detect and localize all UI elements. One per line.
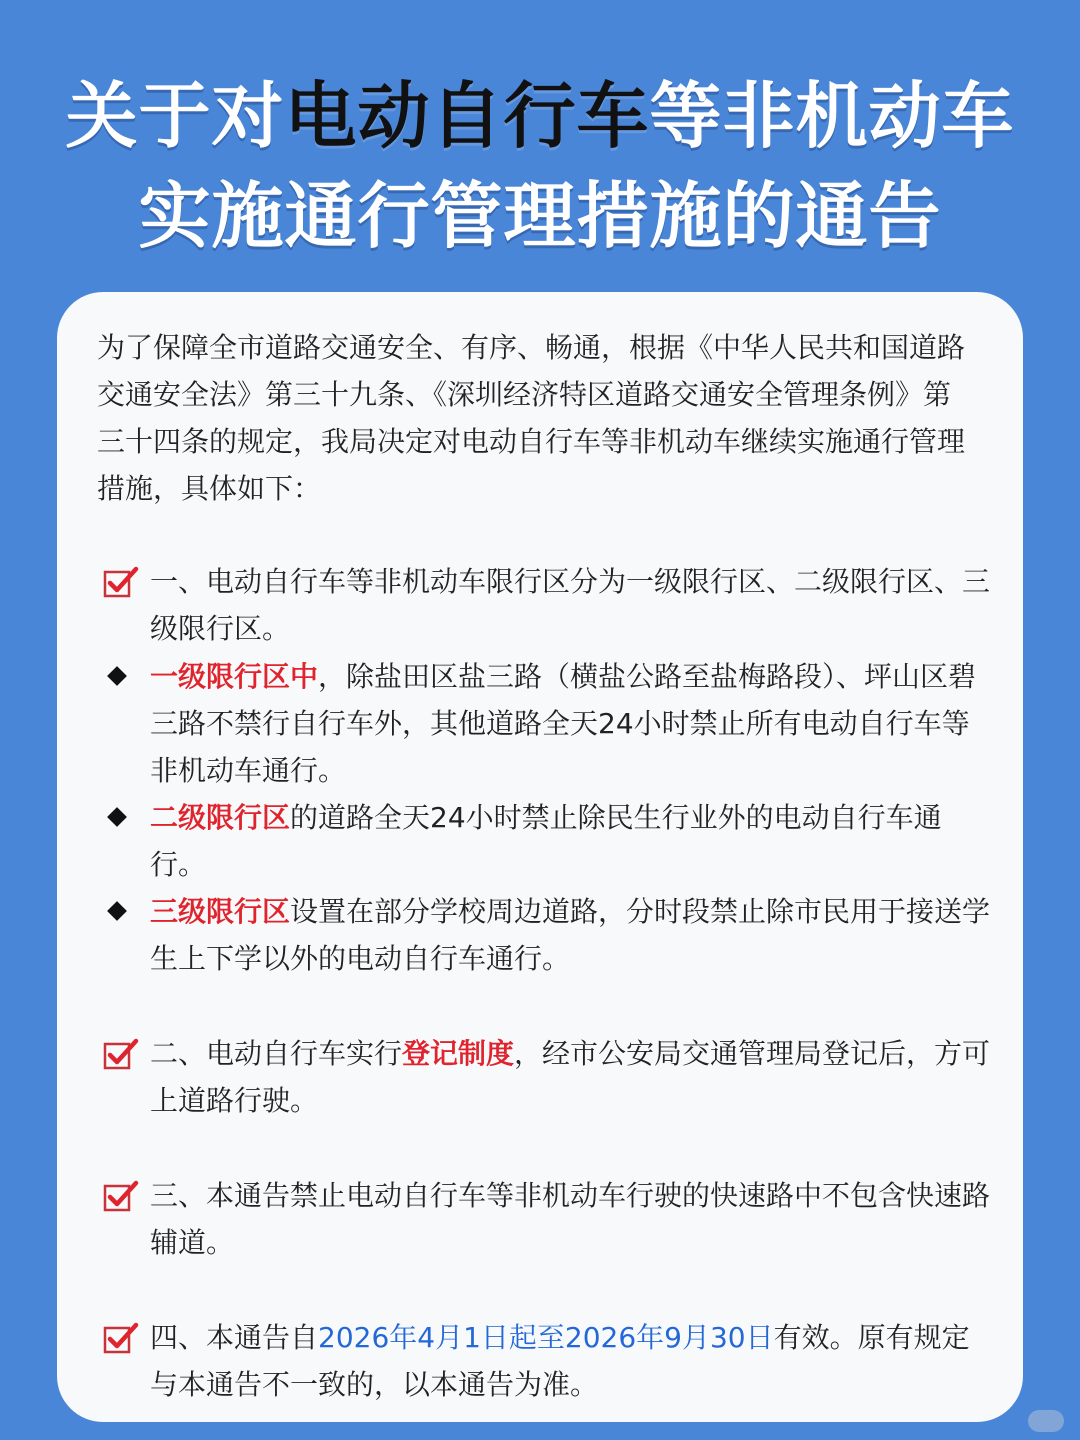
list-item [97, 888, 997, 982]
item-date-range: 2026年4月1日起至2026年9月30日 [318, 1321, 774, 1354]
checkbox-checked-icon [103, 1038, 139, 1070]
item-text: 有效。原有规定与本通告不一致的，以本通告为准。 [150, 1321, 970, 1401]
item-text: ，经市公安局交通管理局登记后，方可上道路行驶。 [150, 1037, 991, 1117]
title-line-2: 实施通行管理措施的通告 [138, 174, 942, 258]
list-item [97, 1172, 997, 1266]
zone-label: 三级限行区 [150, 895, 291, 928]
checkbox-checked-icon [103, 1180, 139, 1212]
item-text: 四、本通告自 [150, 1321, 319, 1354]
intro-paragraph: 为了保障全市道路交通安全、有序、畅通，根据《中华人民共和国道路交通安全法》第三十九条、《深圳经济特区道路交通安全管理条例》第三十四条的规定，我局决定对电动自行车等非机动车继续实施通行管理措施，具体如下： [97, 331, 966, 505]
zone-label: 一级限行区中 [150, 660, 319, 693]
title-prefix: 关于对 [65, 74, 285, 158]
diamond-bullet-icon [107, 666, 127, 686]
watermark-badge [1028, 1410, 1064, 1432]
item-text: 二、电动自行车实行 [150, 1037, 403, 1070]
title-emphasis: 电动自行车 [284, 74, 650, 158]
list-item [97, 653, 997, 794]
checkbox-checked-icon [103, 566, 139, 598]
item-highlight: 登记制度 [402, 1037, 515, 1070]
bullet-text: 设置在部分学校周边道路，分时段禁止除市民用于接送学生上下学以外的电动自行车通行。 [150, 895, 991, 975]
list-item [97, 558, 997, 652]
notice-title [0, 66, 1080, 266]
title-line-1 [0, 66, 1080, 166]
notice-card [57, 292, 1023, 1422]
bullet-text: 的道路全天24小时禁止除民生行业外的电动自行车通行。 [150, 801, 942, 881]
list-item [97, 794, 997, 888]
diamond-bullet-icon [107, 807, 127, 827]
bullet-text: ，除盐田区盐三路（横盐公路至盐梅路段）、坪山区碧三路不禁行自行车外，其他道路全天24小时禁止所有电动自行车等非机动车通行。 [150, 660, 977, 787]
zone-label: 二级限行区 [150, 801, 291, 834]
item-text: 一、电动自行车等非机动车限行区分为一级限行区、二级限行区、三级限行区。 [150, 565, 991, 645]
title-suffix: 等非机动车 [649, 74, 1015, 158]
list-item [97, 1030, 997, 1124]
item-text: 三、本通告禁止电动自行车等非机动车行驶的快速路中不包含快速路辅道。 [150, 1179, 991, 1259]
list-item [97, 1314, 997, 1408]
diamond-bullet-icon [107, 901, 127, 921]
checkbox-checked-icon [103, 1322, 139, 1354]
